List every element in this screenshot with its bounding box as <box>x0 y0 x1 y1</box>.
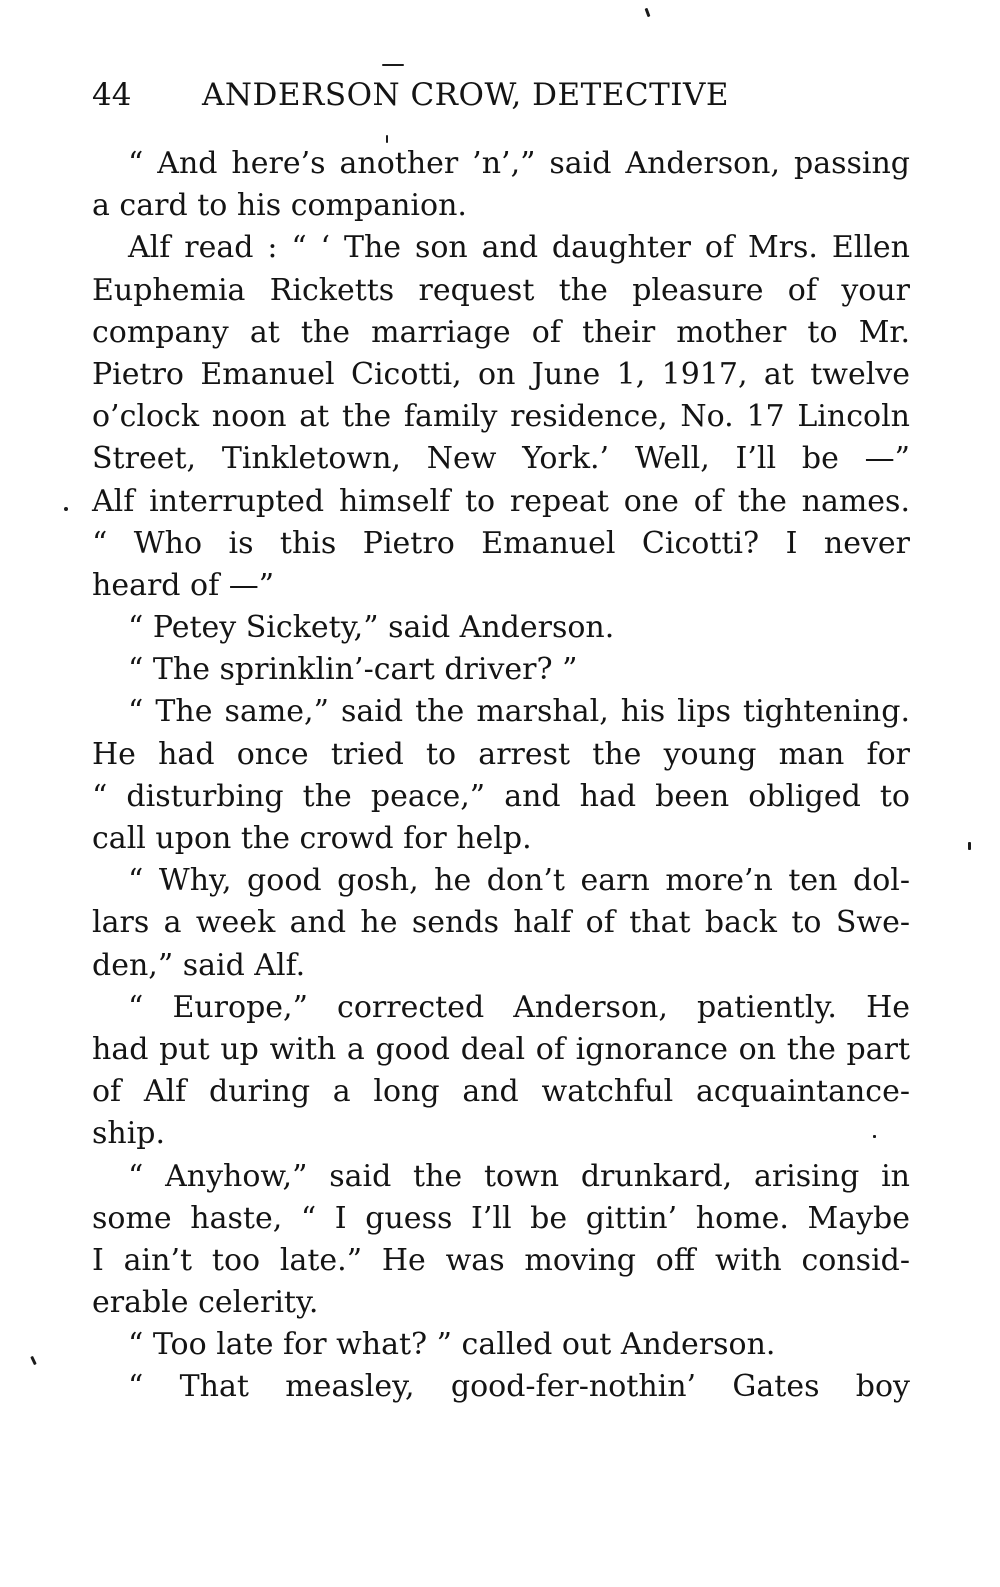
text-line: Alf read : “ ‘ The son and daughter of Mrs. Ellen <box>128 230 910 266</box>
text-line: “ Too late for what? ” called out Anderson. <box>128 1327 776 1363</box>
text-line: “ That measley, good-fer-nothin’ Gates boy <box>128 1369 910 1405</box>
body-text <box>92 143 910 1409</box>
text-line: “ Europe,” corrected Anderson, patiently. He <box>128 989 910 1025</box>
print-speck <box>30 1356 37 1365</box>
print-speck <box>382 64 404 66</box>
print-speck <box>645 8 651 17</box>
text-line: He had once tried to arrest the young man for <box>92 736 910 772</box>
text-line: had put up with a good deal of ignorance on the part <box>92 1031 910 1067</box>
text-line: Pietro Emanuel Cicotti, on June 1, 1917, at twelve <box>92 356 910 392</box>
text-line: Alf interrupted himself to repeat one of the names. <box>92 483 910 519</box>
text-line: a card to his companion. <box>92 188 467 224</box>
text-line: o’clock noon at the family residence, No. 17 Lincoln <box>92 399 910 435</box>
text-line: “ disturbing the peace,” and had been obliged to <box>92 778 910 814</box>
text-line: heard of —” <box>92 567 275 603</box>
print-speck <box>64 507 68 511</box>
page-number: 44 <box>92 77 132 113</box>
text-line: call upon the crowd for help. <box>92 821 532 856</box>
book-title: ANDERSON CROW, DETECTIVE <box>202 77 730 113</box>
print-speck <box>968 842 971 850</box>
text-line: “ The same,” said the marshal, his lips tightening. <box>128 694 910 730</box>
text-line: some haste, “ I guess I’ll be gittin’ home. Maybe <box>92 1200 910 1236</box>
text-line: Street, Tinkletown, New York.’ Well, I’ll be —” <box>92 441 910 477</box>
text-line: “ And here’s another ’n’,” said Anderson, passing <box>128 146 910 181</box>
text-line: ship. <box>92 1116 166 1152</box>
text-line: “ Anyhow,” said the town drunkard, arising in <box>128 1158 910 1194</box>
text-line: of Alf during a long and watchful acquaintance- <box>92 1074 910 1110</box>
running-head <box>92 72 912 118</box>
text-line: erable celerity. <box>92 1285 319 1321</box>
text-line: “ Petey Sickety,” said Anderson. <box>128 610 615 646</box>
text-line: company at the marriage of their mother to Mr. <box>92 314 910 350</box>
text-line: “ Why, good gosh, he don’t earn more’n ten dol- <box>128 863 910 899</box>
text-line: “ Who is this Pietro Emanuel Cicotti? I never <box>92 525 910 561</box>
text-line: lars a week and he sends half of that back to Swe- <box>92 905 910 941</box>
text-line: den,” said Alf. <box>92 947 306 983</box>
text-line: I ain’t too late.” He was moving off with consid- <box>92 1242 910 1278</box>
text-line: “ The sprinklin’-cart driver? ” <box>128 652 578 688</box>
text-line: Euphemia Ricketts request the pleasure of your <box>92 272 910 308</box>
print-speck <box>386 135 388 143</box>
